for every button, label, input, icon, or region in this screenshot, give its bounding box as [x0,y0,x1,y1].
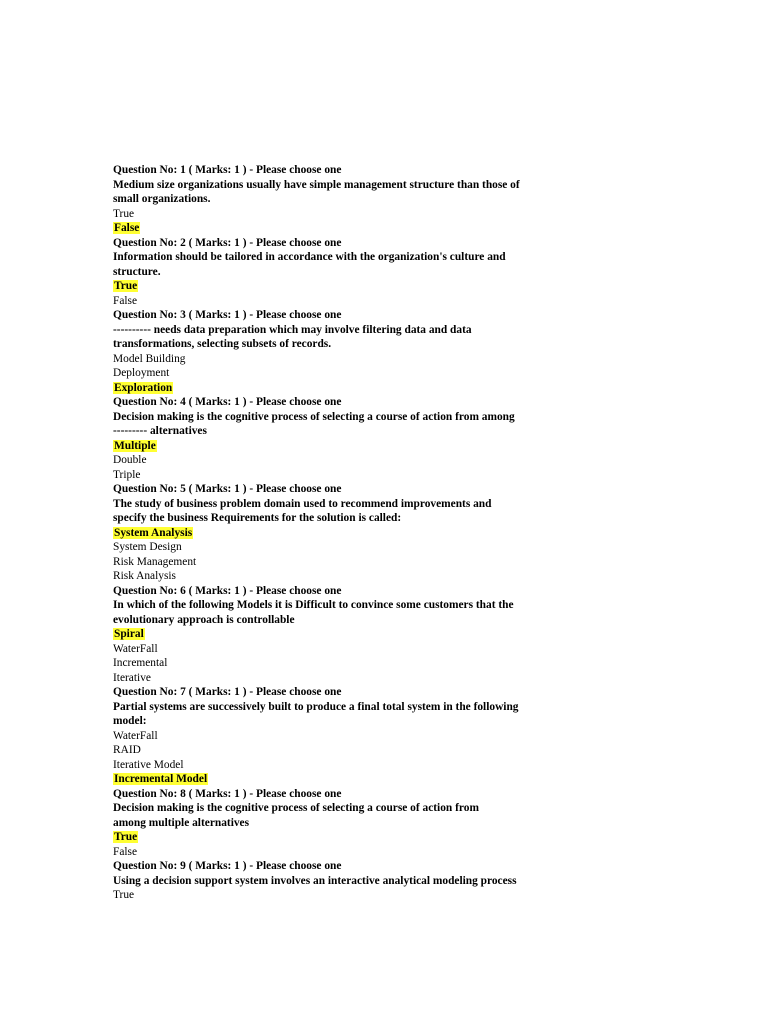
question-text: transformations, selecting subsets of records. [113,338,332,350]
question-text: model: [113,715,147,727]
question-text: among multiple alternatives [113,816,250,829]
answer-option [113,555,573,570]
question-block [113,685,573,787]
question-header: Question No: 5 ( Marks: 1 ) - Please choose one [113,483,342,495]
answer-option-label: System Analysis [114,526,193,539]
answer-option-label: WaterFall [113,729,158,742]
question-block [113,482,573,584]
answer-option-label: WaterFall [113,642,158,655]
answer-option-correct [113,627,573,642]
question-text: Information should be tailored in accordance with the organization's culture and [113,251,506,263]
answer-option [113,888,573,903]
question-text: The study of business problem domain used to recommend improvements and [113,497,492,510]
answer-option-label: Risk Analysis [113,570,176,582]
answer-option-label: Spiral [114,628,144,640]
answer-option [113,540,573,555]
answer-option-correct [113,439,573,454]
answer-option-label: Iterative Model [113,758,184,771]
answer-option-correct [113,772,573,787]
question-text: evolutionary approach is controllable [113,613,295,626]
answer-option-label: True [114,831,138,843]
question-text: Using a decision support system involves an interactive analytical modeling process [113,874,517,887]
question-text: In which of the following Models it is Difficult to convince some customers that the [113,599,514,611]
answer-option [113,845,573,860]
question-header: Question No: 1 ( Marks: 1 ) - Please choose one [113,164,342,176]
question-header: Question No: 3 ( Marks: 1 ) - Please choose one [113,309,342,321]
question-header: Question No: 8 ( Marks: 1 ) - Please choose one [113,787,342,800]
question-text: --------- alternatives [113,425,207,437]
question-text: small organizations. [113,193,211,205]
answer-option-correct [113,381,573,396]
answer-option-label: True [113,207,135,220]
question-text: specify the business Requirements for the solution is called: [113,512,402,524]
answer-option-label: Incremental [113,657,168,669]
answer-option-label: Deployment [113,367,170,379]
answer-option-label: Multiple [114,439,156,452]
question-text: structure. [113,265,161,278]
answer-option-label: False [113,294,138,307]
answer-option [113,294,573,309]
answer-option-label: True [114,280,138,292]
answer-option-label: Double [113,454,147,466]
answer-option-label: RAID [113,744,141,756]
answer-option [113,729,573,744]
answer-option-correct [113,830,573,845]
question-text: Decision making is the cognitive process of selecting a course of action from [113,802,479,814]
question-text: Decision making is the cognitive process of selecting a course of action from among [113,410,515,423]
answer-option-label: Iterative [113,671,151,684]
answer-option-label: False [114,222,140,234]
question-text: Partial systems are successively built to produce a final total system in the following [113,700,519,713]
question-header: Question No: 9 ( Marks: 1 ) - Please choose one [113,860,342,872]
question-block [113,395,573,482]
document-body [113,163,573,903]
question-header: Question No: 6 ( Marks: 1 ) - Please choose one [113,584,342,597]
question-block [113,163,573,236]
answer-option [113,207,573,222]
answer-option-label: Incremental Model [114,773,208,785]
answer-option [113,743,573,758]
answer-option [113,569,573,584]
question-block [113,236,573,309]
question-header: Question No: 4 ( Marks: 1 ) - Please choose one [113,396,342,408]
answer-option [113,366,573,381]
answer-option-label: System Design [113,541,182,553]
answer-option-label: False [113,845,138,858]
answer-option-label: True [113,889,135,901]
answer-option-label: Model Building [113,352,186,365]
question-block [113,787,573,860]
question-block [113,308,573,395]
question-text: Medium size organizations usually have simple management structure than those of [113,178,520,191]
answer-option [113,642,573,657]
question-block [113,584,573,686]
answer-option [113,758,573,773]
question-text: ---------- needs data preparation which may involve filtering data and data [113,323,472,336]
answer-option-label: Triple [113,468,141,481]
answer-option-label: Risk Management [113,555,197,568]
question-header: Question No: 7 ( Marks: 1 ) - Please choose one [113,686,342,698]
answer-option [113,468,573,483]
answer-option [113,352,573,367]
answer-option-correct [113,221,573,236]
answer-option-label: Exploration [114,381,173,394]
answer-option [113,656,573,671]
question-header: Question No: 2 ( Marks: 1 ) - Please choose one [113,236,342,249]
answer-option [113,453,573,468]
answer-option [113,671,573,686]
answer-option-correct [113,279,573,294]
question-block [113,859,573,903]
answer-option-correct [113,526,573,541]
